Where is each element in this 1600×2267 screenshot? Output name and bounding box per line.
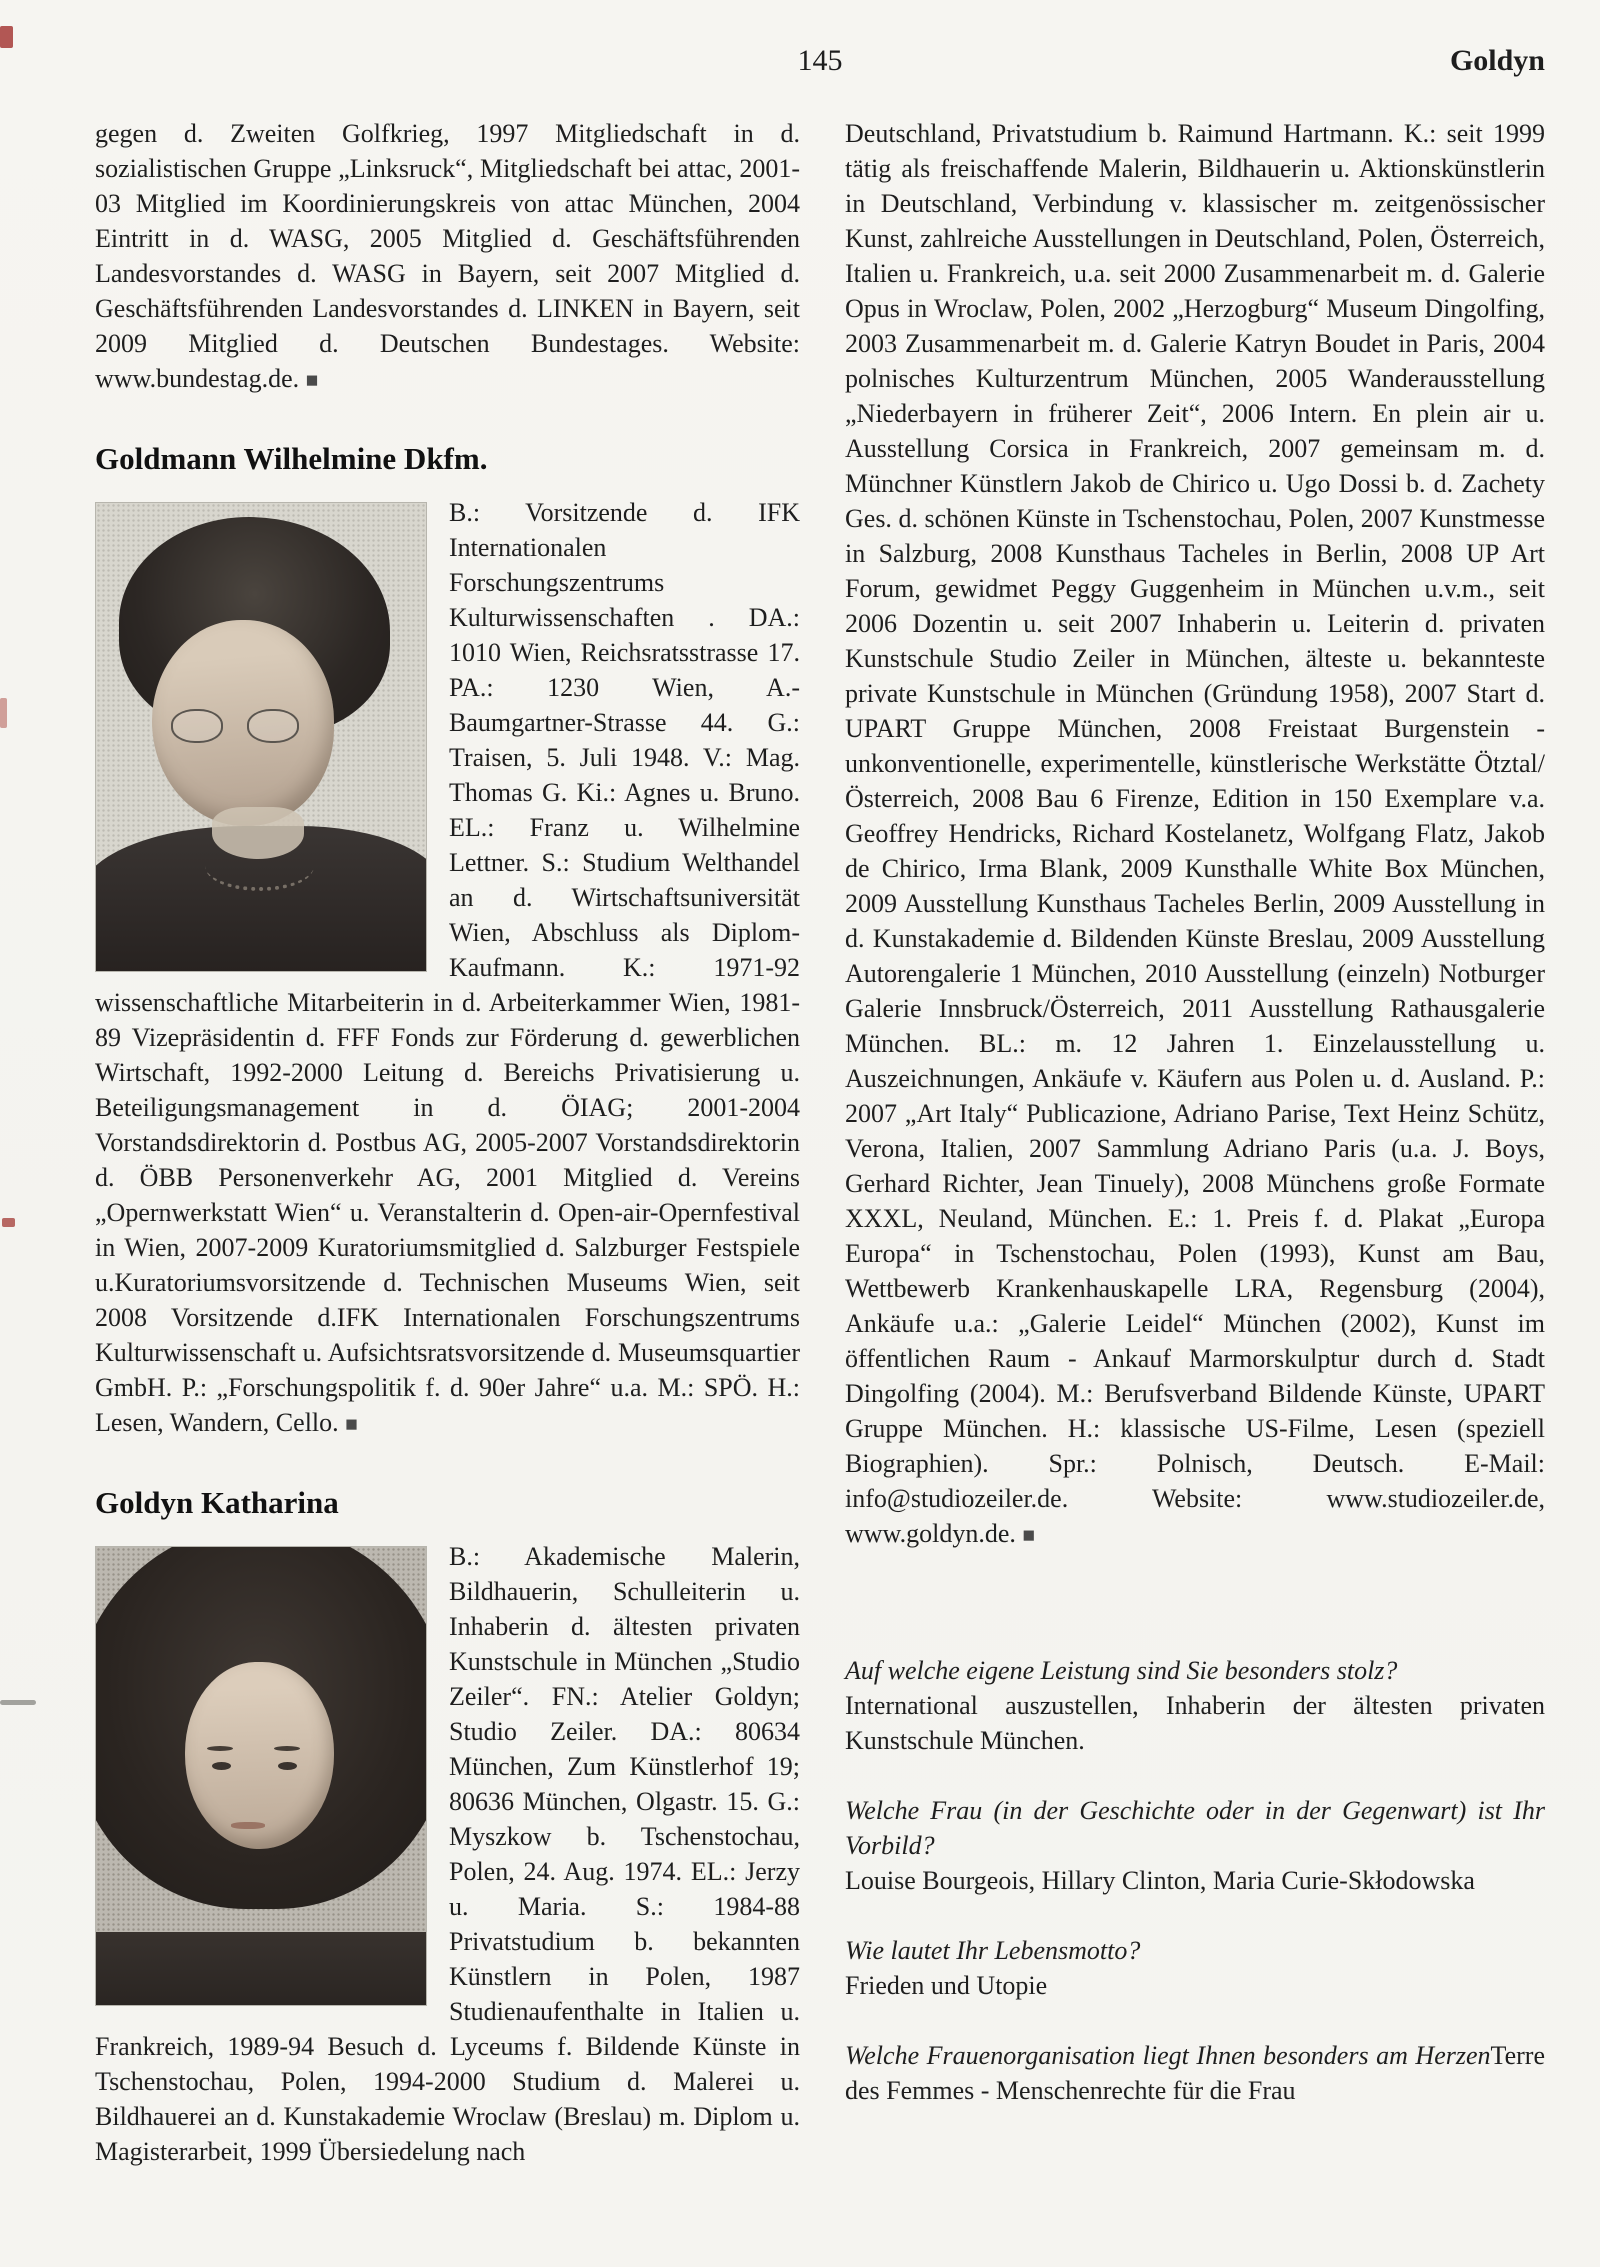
qa-answer: Louise Bourgeois, Hillary Clinton, Maria Curie-Skłodowska [845, 1866, 1475, 1895]
qa-block [845, 1933, 1545, 2003]
goldyn-bio-text-3: Deutschland, Privatstudium b. Raimund Hartmann. K.: seit 1999 tätig als freischaffende Malerin, Bildhauerin u. Aktionskünstlerin in Deutschland, Verbindung v. klassischer m. zeitgenössischer Kunst, zahlreiche Ausstellungen in Deutschland, Polen, Österreich, Italien u. Frankreich, u.a. seit 2000 Zusammenarbeit m. d. Galerie Opus in Wroclaw, Polen, 2002 „Herzogburg“ Museum Dingolfing, 2003 Zusammenarbeit m. d. Galerie Katryn Boudet in Paris, 2004 polnisches Kulturzentrum München, 2005 Wanderausstellung „Niederbayern in früherer Zeit“, 2006 Intern. En plein air u. Ausstellung Corsica in Frankreich, 2007 gemeinsam m. d. Münchner Künstlern Jakob de Chirico u. Ugo Dossi b. d. Zachety Ges. d. schönen Künste in Tschenstochau, Polen, 2007 Kunstmesse in Salzburg, 2008 Kunsthaus Tacheles in Berlin, 2008 UP Art Forum, gewidmet Peggy Guggenheim in München u.v.m., seit 2006 Dozentin u. seit 2007 Inhaberin u. Leiterin d. privaten Kunstschule Studio Zeiler in München, älteste u. bekannteste private Kunstschule in München (Gründung 1958), 2007 Start d. UPART Gruppe München, 2008 Freistaat Burgenstein - unkonventionelle, experimentelle, künstlerische Werkstätte Ötztal/Österreich, 2008 Bau 6 Firenze, Edition in 150 Exemplare v.a. Geoffrey Hendricks, Richard Kostelanetz, Wolfgang Flatz, Jakob de Chirico, Irma Blank, 2009 Kunsthalle White Box München, 2009 Ausstellung Kunsthaus Tacheles Berlin, 2009 Ausstellung in d. Kunstakademie d. Bildenden Künste Breslau, 2009 Ausstellung Autorengalerie 1 München, 2010 Ausstellung (einzeln) Notburger Galerie Innsbruck/Österreich, 2011 Ausstellung Rathausgalerie München. BL.: m. 12 Jahren 1. Einzelausstellung u. Auszeichnungen, Ankäufe v. Käufern aus Polen u. d. Ausland. P.: 2007 „Art Italy“ Publicazione, Adriano Parise, Text Heinz Schütz, Verona, Italien, 2007 Sammlung Adriano Paris (u.a. J. Boys, Gerhard Richter, Jean Tinuely), 2008 Münchens große Formate XXXL, Neuland, München. E.: 1. Preis f. d. Plakat „Europa Europa“ in Tschenstochau, Polen (1993), Kunst am Bau, Wettbewerb Krankenhauskapelle LRA, Regensburg (2004), Ankäufe u.a.: „Galerie Leidel“ München (2002), Kunst im öffentlichen Raum - Ankauf Marmorskulptur durch d. Stadt Dingolfing (2004). M.: Berufsverband Bildende Künste, UPART Gruppe München. H.: klassische US-Filme, Lesen (speziell Biographien). Spr.: Polnisch, Deutsch. E-Mail: info@studiozeiler.de. Website: www.studiozeiler.de, www.goldyn.de. [845, 119, 1545, 1548]
qa-answer: Frieden und Utopie [845, 1971, 1048, 2000]
goldyn-bio-text-2: in Italien u. Frankreich, 1989-94 Besuch d. Lyceums f. Bildende Künste in Tschenstochau, Polen, 1994-2000 Studium d. Malerei u. Bildhauerei an d. Kunstakademie Wroclaw (Breslau) m. Diplom u. Magisterarbeit, 1999 Übersiedelung nach [95, 1997, 800, 2166]
end-of-entry-mark: ■ [345, 1412, 358, 1436]
end-of-entry-mark: ■ [1022, 1523, 1036, 1547]
qa-question: Welche Frau (in der Geschichte oder in der Gegenwart) ist Ihr Vorbild? [845, 1796, 1545, 1860]
left-column [95, 116, 800, 2169]
qa-question: Welche Frauenorganisation liegt Ihnen besonders am Herzen [845, 2041, 1491, 2070]
portrait-face [185, 1662, 334, 1850]
continuation-text: gegen d. Zweiten Golfkrieg, 1997 Mitgliedschaft in d. sozialistischen Gruppe „Linksruck“, Mitgliedschaft bei attac, 2001-03 Mitglied im Koordinierungskreis von attac München, 2004 Eintritt in d. WASG, 2005 Mitglied d. Geschäftsführenden Landesvorstandes d. WASG in Bayern, seit 2007 Mitglied d. Geschäftsführenden Landesvorstandes d. LINKEN in Bayern, seit 2009 Mitglied d. Deutschen Bundestages. Website: www.bundestag.de. [95, 119, 800, 393]
portrait-mouth [231, 1822, 265, 1829]
qa-question: Auf welche eigene Leistung sind Sie besonders stolz? [845, 1656, 1398, 1685]
qa-answer: Terre des Femmes - Menschenrechte für die Frau [845, 2041, 1545, 2105]
entry-heading-goldyn: Goldyn Katharina [95, 1485, 339, 1520]
page-header [95, 42, 1545, 80]
scan-artifact [2, 1218, 15, 1227]
portrait-clothing [96, 1932, 426, 2005]
scan-artifact [0, 26, 13, 48]
goldmann-bio-text-1: B.: Vorsitzende d. IFK Internationalen Forschungszentrums Kulturwissenschaften . DA.: 1010 Wien, Reichsratsstrasse 17. PA.: 1230 Wien, A.-Baumgartner-Strasse 44. G.: Traisen, 5. Juli 1948. V.: Mag. Thomas G. Ki.: Agnes u. Bruno. EL.: Franz u. Wilhelmine Lettner. S.: Studium Welthandel an d. Wirtschaftsuniversität Wien, Abschluss als Diplom-Kaufmann. K.: 1971-92 wissenschaftliche [95, 498, 800, 1017]
running-header: Goldyn [1449, 44, 1545, 77]
goldyn-bio-continued [845, 116, 1545, 1553]
portrait-photo-goldmann [95, 502, 427, 972]
scan-artifact [0, 1700, 36, 1705]
goldyn-bio-text-1: B.: Akademische Malerin, Bildhauerin, Schulleiterin u. Inhaberin d. ältesten privaten Kunstschule in München „Studio Zeiler“. FN.: Atelier Goldyn; Studio Zeiler. DA.: 80634 München, Zum Künstlerhof 19; 80636 München, Olgastr. 15. G.: Myszkow b. Tschenstochau, Polen, 24. Aug. 1974. EL.: Jerzy u. Maria. S.: 1984-88 Privatstudium b. bekannten Künstlern in Polen, 1987 Studienaufenthalte [449, 1542, 800, 2026]
portrait-photo-goldyn [95, 1546, 427, 2006]
scan-artifact [0, 698, 7, 728]
page-number: 145 [797, 44, 843, 77]
questionnaire-section [845, 1653, 1545, 2108]
qa-block [845, 1793, 1545, 1898]
entry-goldmann [95, 495, 800, 1442]
right-column [845, 116, 1545, 2169]
entry-goldyn [95, 1539, 800, 2169]
page-content [95, 42, 1545, 2169]
end-of-entry-mark: ■ [305, 368, 319, 392]
goldmann-bio-text-2: Mitarbeiterin in d. Arbeiterkammer Wien, 1981-89 Vizepräsidentin d. FFF Fonds zur Förderung d. gewerblichen Wirtschaft, 1992-2000 Leitung d. Bereichs Privatisierung u. Beteiligungsmanagement in d. ÖIAG; 2001-2004 Vorstandsdirektorin d. Postbus AG, 2005-2007 Vorstandsdirektorin d. ÖBB Personenverkehr AG, 2001 Mitglied d. Vereins „Opernwerkstatt Wien“ u. Veranstalterin d. Open-air-Opernfestival in Wien, 2007-2009 Kuratoriumsmitglied d. Salzburger Festspiele u.Kuratoriumsvorsitzende d. Technischen Museums Wien, seit 2008 Vorsitzende d.IFK Internationalen Forschungszentrums Kulturwissenschaft u. Aufsichtsratsvorsitzende d. Museumsquartier GmbH. P.: „Forschungspolitik f. d. 90er Jahre“ u.a. M.: SPÖ. H.: Lesen, Wandern, Cello. [95, 988, 801, 1437]
qa-answer: International auszustellen, Inhaberin der ältesten privaten Kunstschule München. [845, 1691, 1545, 1755]
portrait-necklace [205, 841, 314, 892]
qa-block [845, 1653, 1545, 1758]
qa-block [845, 2038, 1545, 2108]
continuation-paragraph [95, 116, 800, 398]
entry-heading-goldmann: Goldmann Wilhelmine Dkfm. [95, 441, 488, 476]
qa-question: Wie lautet Ihr Lebensmotto? [845, 1936, 1141, 1965]
portrait-glasses [169, 709, 318, 751]
qa-question-answer-runon [845, 2038, 1545, 2108]
